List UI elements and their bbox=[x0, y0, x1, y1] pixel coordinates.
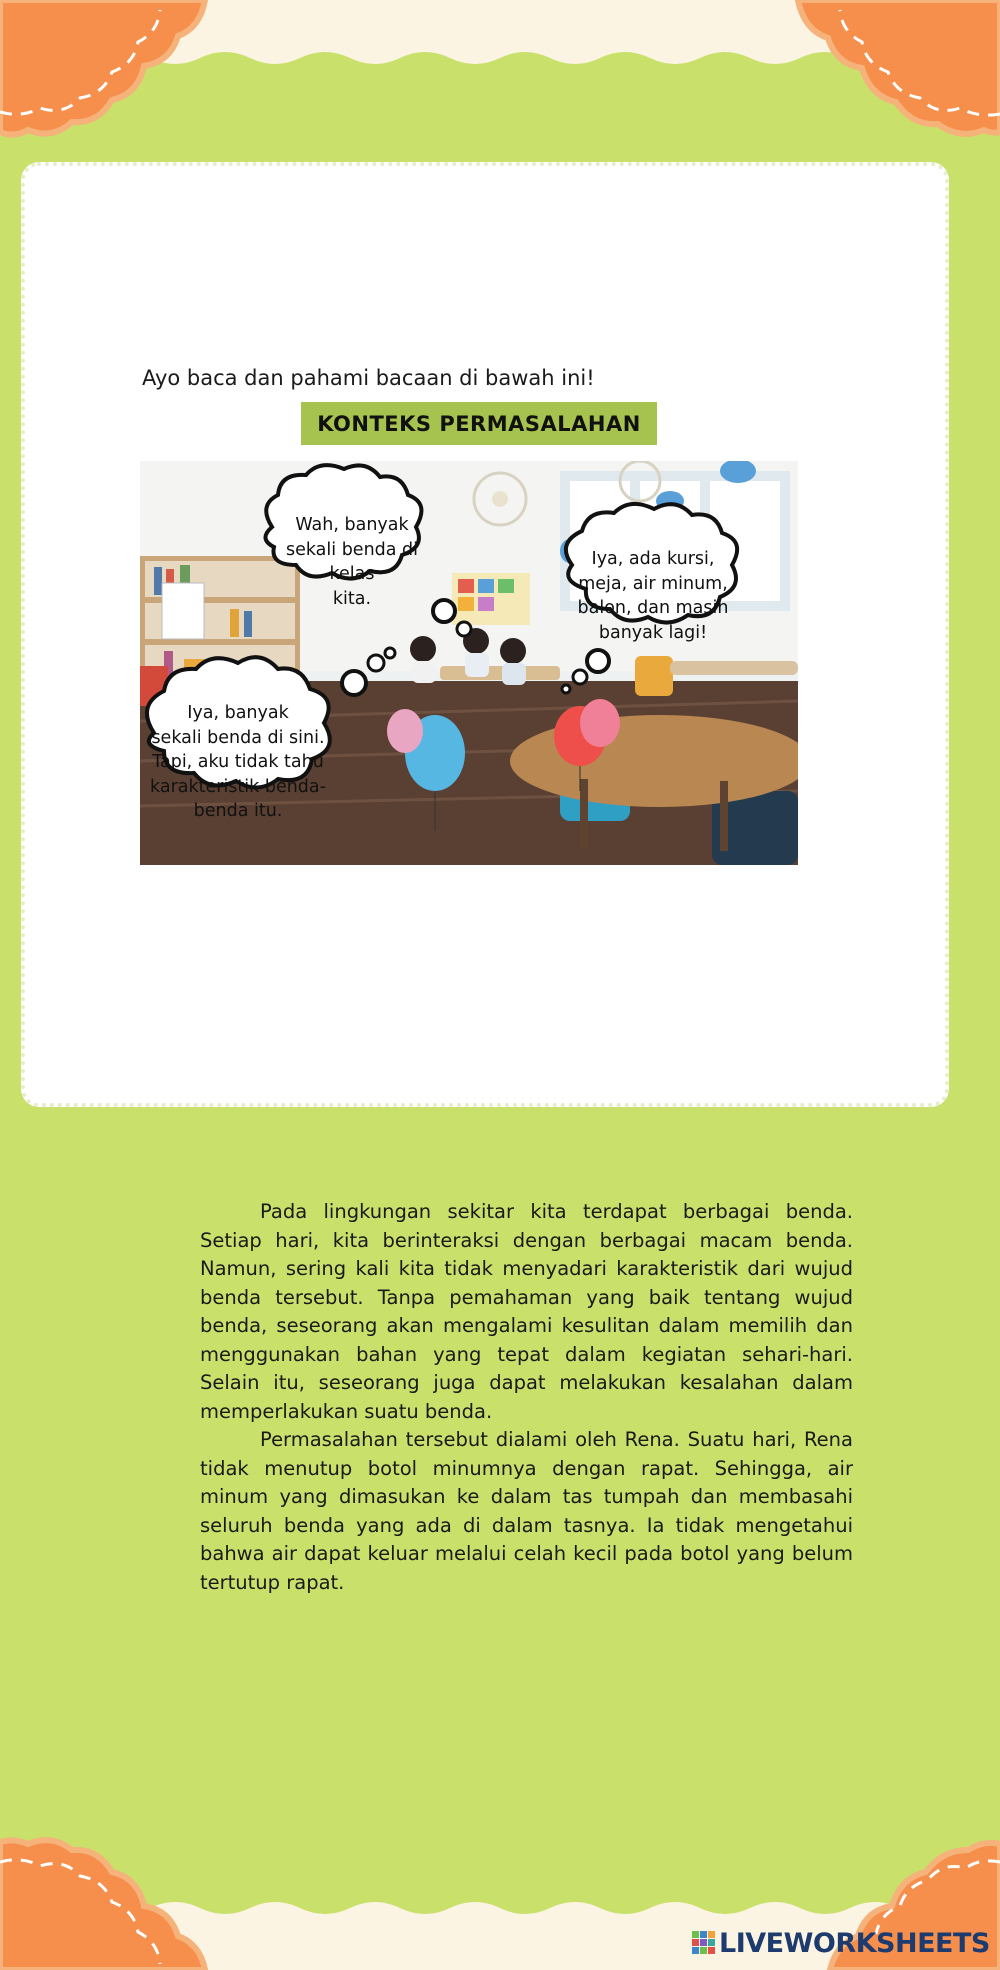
speech-bubble-1 bbox=[272, 513, 432, 611]
speech-bubble-2-line: meja, air minum, bbox=[578, 573, 728, 594]
reading-passage bbox=[200, 1198, 853, 1597]
passage-paragraph-2: Permasalahan tersebut dialami oleh Rena. Suatu hari, Rena tidak menutup botol minumnya dengan rapat. Sehingga, air minum yang dimasukan ke dalam tas tumpah dan membasahi seluruh benda yang ada di dalam tasnya. Ia tidak mengetahui bahwa air dapat keluar melalui celah kecil pada botol yang belum tertutup rapat. bbox=[200, 1428, 853, 1594]
liveworksheets-logo[interactable] bbox=[692, 1925, 990, 1961]
speech-bubble-3 bbox=[140, 701, 336, 824]
speech-bubble-3-line: benda itu. bbox=[193, 801, 283, 821]
instruction-text: Ayo baca dan pahami bacaan di bawah ini! bbox=[142, 366, 595, 390]
speech-bubble-1-line: sekali benda di kelas bbox=[285, 539, 419, 584]
speech-bubble-3-line: karakteristik benda- bbox=[150, 776, 326, 797]
speech-bubble-2-line: Iya, ada kursi, bbox=[591, 549, 715, 569]
speech-bubble-1-line: kita. bbox=[332, 588, 372, 609]
classroom-illustration bbox=[140, 461, 798, 865]
speech-bubble-3-line: sekali benda di sini. bbox=[151, 727, 325, 748]
speech-bubble-2 bbox=[568, 547, 738, 645]
speech-bubble-3-line: Iya, banyak bbox=[187, 703, 289, 723]
liveworksheets-logo-icon bbox=[692, 1931, 716, 1955]
section-heading-label: KONTEKS PERMASALAHAN bbox=[317, 411, 641, 436]
orange-corner-top-left bbox=[0, 0, 205, 135]
logo-text: LIVEWORKSHEETS bbox=[719, 1927, 990, 1959]
speech-bubble-2-line: banyak lagi! bbox=[598, 622, 708, 643]
section-heading bbox=[301, 402, 657, 445]
speech-bubble-3-line: Tapi, aku tidak tahu bbox=[152, 752, 324, 772]
passage-paragraph-1: Pada lingkungan sekitar kita terdapat berbagai benda. Setiap hari, kita berinteraksi dengan berbagai macam benda. Namun, sering kali kita tidak menyadari karakteristik dari wujud benda tersebut. Tanpa pemahaman yang baik tentang wujud benda, seseorang akan mengalami kesulitan dalam memilih dan menggunakan bahan yang tepat dalam kegiatan sehari-hari. Selain itu, seseorang juga dapat melakukan kesalahan dalam memperlakukan suatu benda. bbox=[200, 1200, 853, 1423]
speech-bubble-1-line: Wah, banyak bbox=[295, 515, 409, 535]
speech-bubble-2-line: balon, dan masih bbox=[577, 598, 729, 618]
orange-corner-top-right bbox=[798, 0, 1000, 134]
